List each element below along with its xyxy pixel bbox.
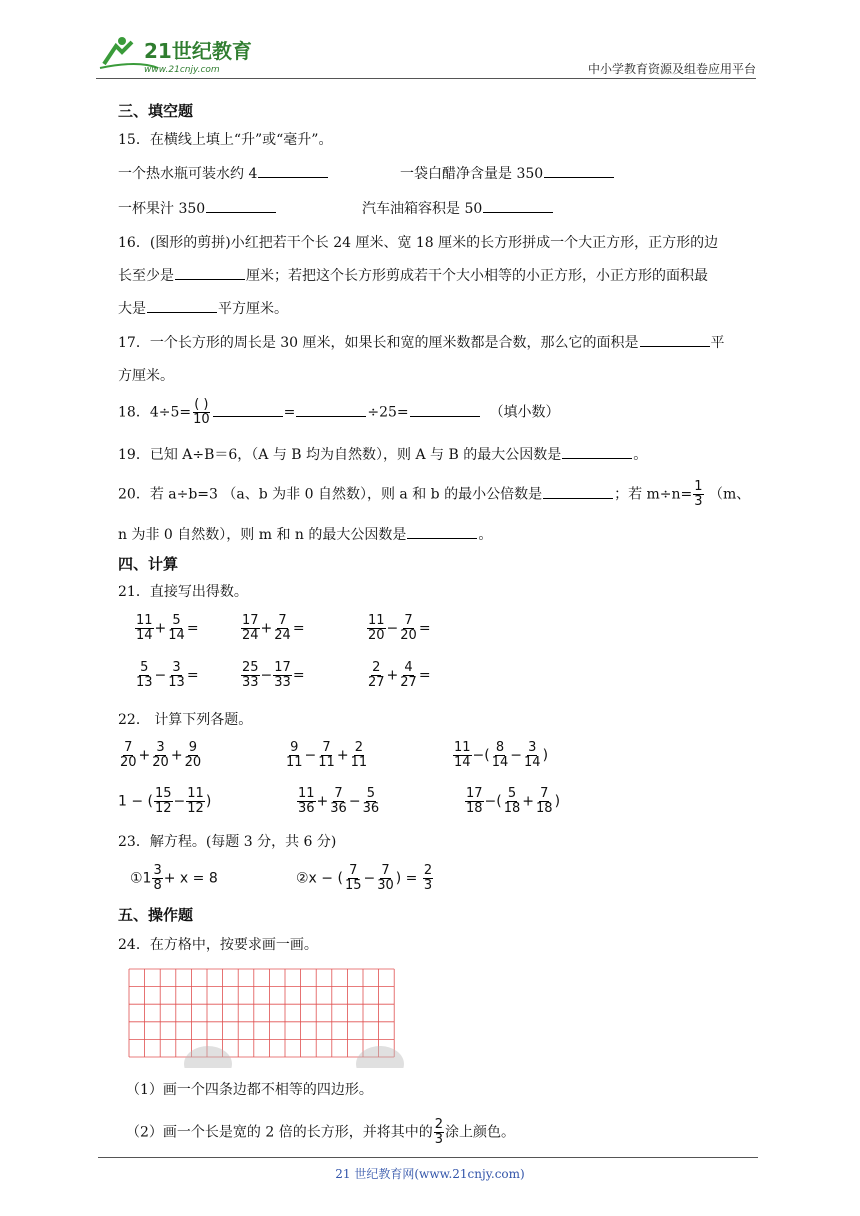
footer-divider xyxy=(98,1157,758,1158)
q23-equation-1: ①1 $\frac{3}{8}$ + x = 8 xyxy=(130,863,218,893)
fraction: $\frac{1}{3}$ xyxy=(694,479,703,509)
q18: 18．4÷5= $\frac{( )}{10}$ = ÷25= （填小数） xyxy=(118,397,560,427)
answer-blank[interactable] xyxy=(407,524,477,539)
q15-a: 一个热水瓶可装水约 4 xyxy=(118,163,329,183)
q21-stem: 21．直接写出得数。 xyxy=(118,584,248,600)
q20-line1: 20．若 a÷b=3 （a、b 为非 0 自然数），则 a 和 b 的最小公倍数是 ；若 m÷n= $\frac{1}{3}$ （m、 xyxy=(118,479,751,509)
q24-part-2: （2）画一个长是宽的 2 倍的长方形，并将其中的 $\frac{2}{3}$ 涂上颜色。 xyxy=(126,1117,515,1147)
answer-blank[interactable] xyxy=(543,484,613,499)
q22-stem: 22． 计算下列各题。 xyxy=(118,712,253,728)
q19: 19．已知 A÷B＝6，（A 与 B 均为自然数），则 A 与 B 的最大公因数是 。 xyxy=(118,444,647,464)
q17-line2: 方厘米。 xyxy=(118,368,174,384)
q22-expr-2: $\frac{9}{11}$ − $\frac{7}{11}$ + $\frac{2}{11}$ xyxy=(286,740,368,770)
answer-blank[interactable] xyxy=(640,332,710,347)
platform-name: 中小学教育资源及组卷应用平台 xyxy=(587,62,756,76)
fraction: $\frac{2}{3}$ xyxy=(434,1117,443,1147)
q16-line2: 长至少是 厘米；若把这个长方形剪成若干个大小相等的小正方形，小正方形的面积最 xyxy=(118,265,708,285)
q21-item: $\frac{11}{20}$ − $\frac{7}{20}$ = xyxy=(368,613,431,643)
q15-c: 一杯果汁 350 xyxy=(118,198,277,218)
q22-expr-1: $\frac{7}{20}$ + $\frac{3}{20}$ + $\frac{9}{20}$ xyxy=(120,740,202,770)
q22-expr-3: $\frac{11}{14}$ −( $\frac{8}{14}$ − $\frac{3}{14}$ ) xyxy=(454,740,549,770)
footer-text: 21 世纪教育网(www.21cnjy.com) xyxy=(335,1167,525,1181)
q16-line3: 大是 平方厘米。 xyxy=(118,298,288,318)
q21-item: $\frac{2}{27}$ + $\frac{4}{27}$ = xyxy=(368,660,431,690)
q21-item: $\frac{17}{24}$ + $\frac{7}{24}$ = xyxy=(242,613,305,643)
logo-text: 21世纪教育 xyxy=(144,39,252,63)
answer-blank[interactable] xyxy=(562,444,632,459)
q24-stem: 24．在方格中，按要求画一画。 xyxy=(118,937,318,953)
q23-equation-2: ②x − ( $\frac{7}{15}$ − $\frac{7}{30}$ ) = $\frac{2}{3}$ xyxy=(296,863,433,893)
q17-line1: 17．一个长方形的周长是 30 厘米，如果长和宽的厘米数都是合数，那么它的面积是 平 xyxy=(118,332,725,352)
q24-part-1: （1）画一个四条边都不相等的四边形。 xyxy=(126,1082,373,1098)
q21-item: $\frac{5}{13}$ − $\frac{3}{13}$ = xyxy=(136,660,199,690)
section-title-fill: 三、填空题 xyxy=(118,102,194,120)
answer-blank[interactable] xyxy=(296,402,366,417)
drawing-grid[interactable] xyxy=(128,968,404,1068)
site-logo xyxy=(98,34,258,76)
answer-blank[interactable] xyxy=(258,163,328,178)
answer-blank[interactable] xyxy=(147,298,217,313)
q21-item: $\frac{25}{33}$ − $\frac{17}{33}$ = xyxy=(242,660,305,690)
fraction: $\frac{( )}{10}$ xyxy=(193,397,210,427)
answer-blank[interactable] xyxy=(213,402,283,417)
runner-icon xyxy=(104,42,132,64)
q22-expr-5: $\frac{11}{36}$ + $\frac{7}{36}$ − $\frac{5}{36}$ xyxy=(298,786,380,816)
answer-blank[interactable] xyxy=(175,265,245,280)
q22-expr-6: $\frac{17}{18}$ −( $\frac{5}{18}$ + $\frac{7}{18}$ ) xyxy=(466,786,561,816)
q23-stem: 23．解方程。(每题 3 分，共 6 分) xyxy=(118,834,337,850)
q15-stem: 15．在横线上填上“升”或“毫升”。 xyxy=(118,132,333,148)
q22-expr-4: 1 − ( $\frac{15}{12}$ − $\frac{11}{12}$ ) xyxy=(118,786,212,816)
answer-blank[interactable] xyxy=(206,198,276,213)
q16-line1: 16．(图形的剪拼)小红把若干个长 24 厘米、宽 18 厘米的长方形拼成一个大正方形，正方形的边 xyxy=(118,235,719,251)
q15-d: 汽车油箱容积是 50 xyxy=(362,198,554,218)
header-divider xyxy=(96,78,756,79)
q15-b: 一袋白醋净含量是 350 xyxy=(400,163,615,183)
q21-item: $\frac{11}{14}$ + $\frac{5}{14}$ = xyxy=(136,613,199,643)
answer-blank[interactable] xyxy=(410,402,480,417)
logo-url: www.21cnjy.com xyxy=(144,65,220,75)
q20-line2: n 为非 0 自然数），则 m 和 n 的最大公因数是 。 xyxy=(118,524,492,544)
section-title-calc: 四、计算 xyxy=(118,555,179,573)
answer-blank[interactable] xyxy=(544,163,614,178)
answer-blank[interactable] xyxy=(483,198,553,213)
section-title-operation: 五、操作题 xyxy=(118,906,194,924)
